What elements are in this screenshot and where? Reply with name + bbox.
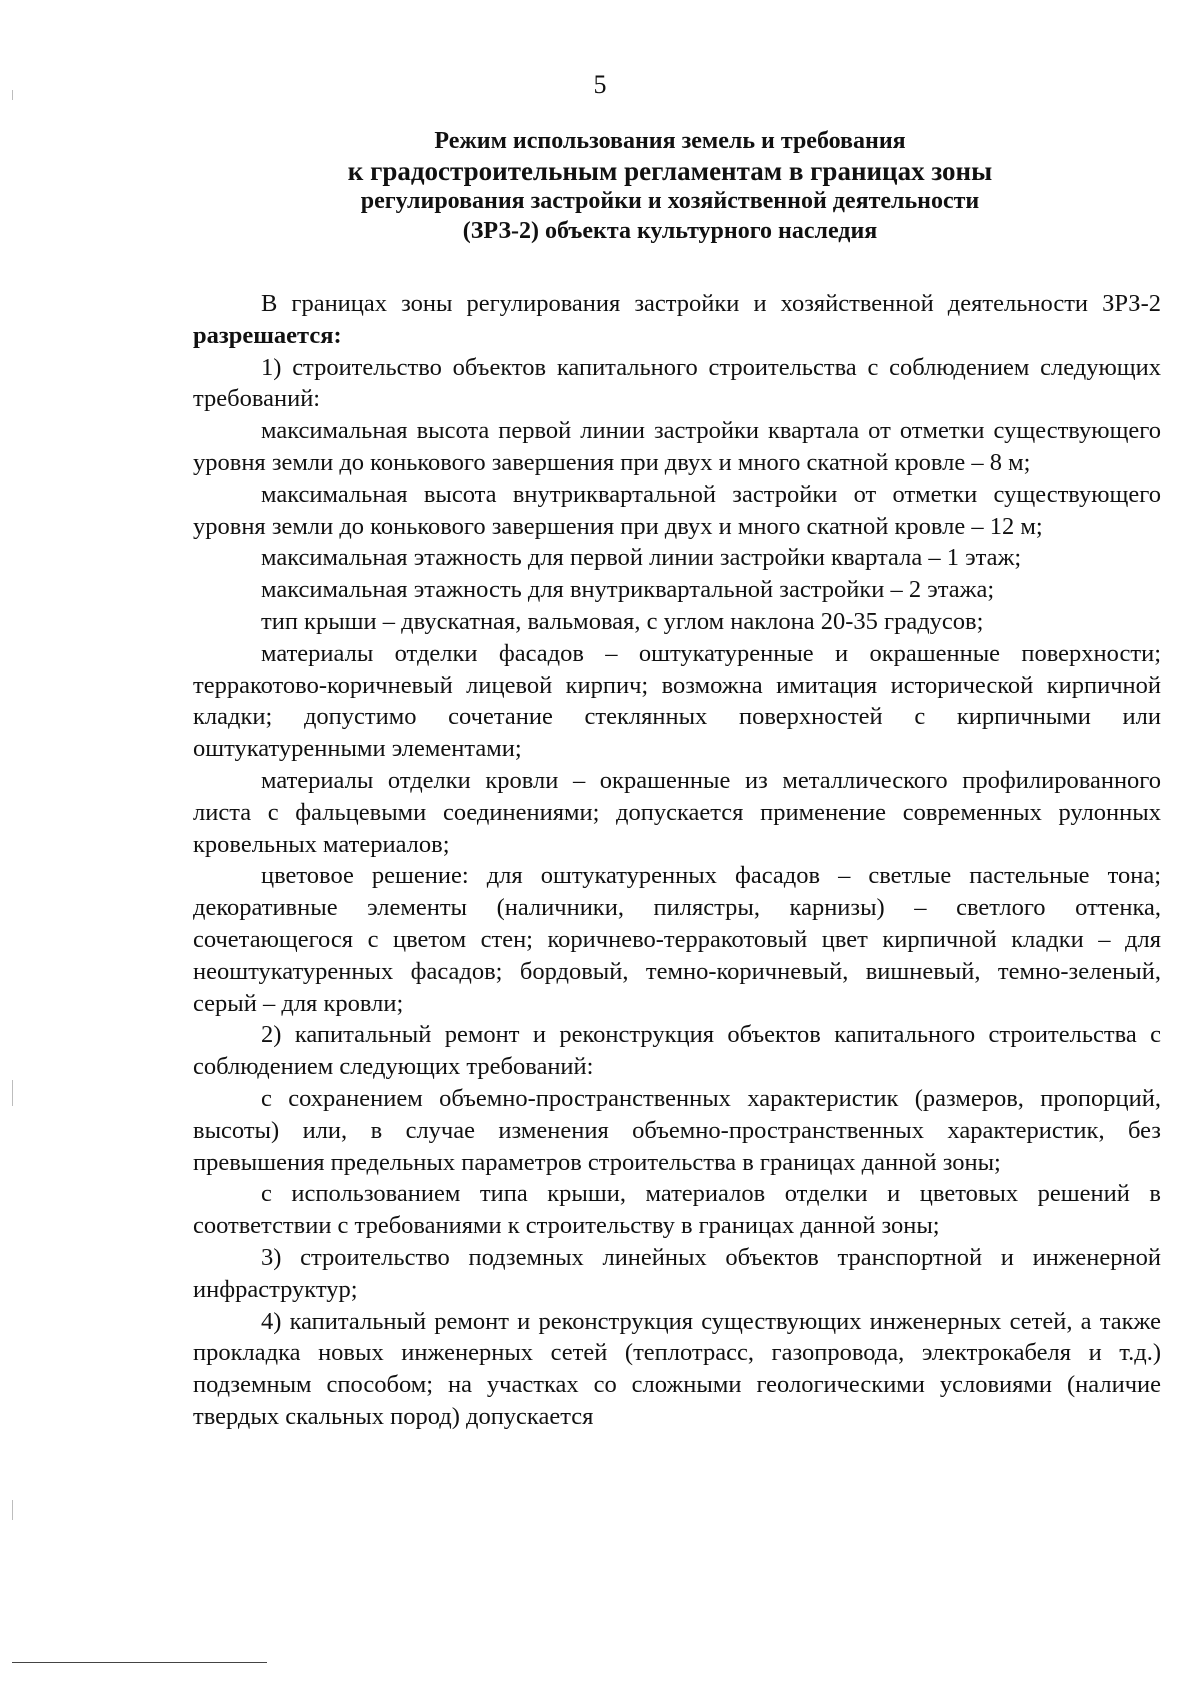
scan-artifact <box>12 1080 13 1106</box>
paragraph: 2) капитальный ремонт и реконструкция объектов капитального строительства с соблюдением следующих требований: <box>193 1021 1161 1081</box>
scan-artifact <box>12 90 13 100</box>
paragraph: максимальная высота первой линии застройки квартала от отметки существующего уровня земли до конькового завершения при двух и много скатной кровле – 8 м; <box>193 417 1161 476</box>
document-heading <box>140 126 1200 246</box>
paragraph: тип крыши – двускатная, вальмовая, с углом наклона 20-35 градусов; <box>261 607 984 635</box>
scan-artifact <box>12 1500 13 1520</box>
heading-line-4: (ЗРЗ-2) объекта культурного наследия <box>462 218 878 244</box>
heading-line-2: к градостроительным регламентам в границах зоны <box>347 156 993 186</box>
paragraph: максимальная высота внутриквартальной застройки от отметки существующего уровня земли до конькового завершения при двух и много скатной кровле – 12 м; <box>193 480 1161 540</box>
paragraph: 4) капитальный ремонт и реконструкция существующих инженерных сетей, а также прокладка новых инженерных сетей (теплотрасс, газопровода, электрокабеля и т.д.) подземным способом; на участках со сложными геологическими условиями (наличие твердых скальных пород) допускается <box>193 1307 1161 1430</box>
paragraph: максимальная этажность для внутриквартальной застройки – 2 этажа; <box>261 576 995 604</box>
intro-text: В границах зоны регулирования застройки и хозяйственной деятельности ЗРЗ-2 <box>261 290 1161 317</box>
document-body <box>193 288 1161 1433</box>
paragraph: материалы отделки фасадов – оштукатуренные и окрашенные поверхности; терракотово-коричневый лицевой кирпич; возможна имитация исторической кирпичной кладки; допустимо сочетание стеклянных поверхностей с кирпичными или оштукатуренными элементами; <box>193 639 1161 763</box>
paragraph: 1) строительство объектов капитального строительства с соблюдением следующих требований: <box>193 353 1161 413</box>
paragraph: 3) строительство подземных линейных объектов транспортной и инженерной инфраструктур; <box>193 1243 1161 1303</box>
paragraph: с сохранением объемно-пространственных характеристик (размеров, пропорций, высоты) или, в случае изменения объемно-пространственных характеристик, без превышения предельных параметров строительства в границах данной зоны; <box>193 1084 1161 1176</box>
paragraph: цветовое решение: для оштукатуренных фасадов – светлые пастельные тона; декоративные элементы (наличники, пилястры, карнизы) – светлого оттенка, сочетающегося с цветом стен; коричнево-терракотовый цвет кирпичной кладки – для неоштукатуренных фасадов; бордовый, темно-коричневый, вишневый, темно-зеленый, серый – для кровли; <box>193 862 1161 1017</box>
paragraph: материалы отделки кровли – окрашенные из металлического профилированного листа с фальцевыми соединениями; допускается применение современных рулонных кровельных материалов; <box>193 766 1161 858</box>
heading-line-3: регулирования застройки и хозяйственной деятельности <box>360 188 980 214</box>
page-number: 5 <box>593 70 607 99</box>
paragraph: максимальная этажность для первой линии застройки квартала – 1 этаж; <box>261 544 1022 572</box>
intro-paragraph <box>193 288 1161 352</box>
paragraph: с использованием типа крыши, материалов отделки и цветовых решений в соответствии с требованиями к строительству в границах данной зоны; <box>193 1180 1161 1240</box>
intro-bold: разрешается: <box>193 321 342 349</box>
footer-rule <box>12 1662 267 1663</box>
heading-line-1: Режим использования земель и требования <box>434 128 906 154</box>
